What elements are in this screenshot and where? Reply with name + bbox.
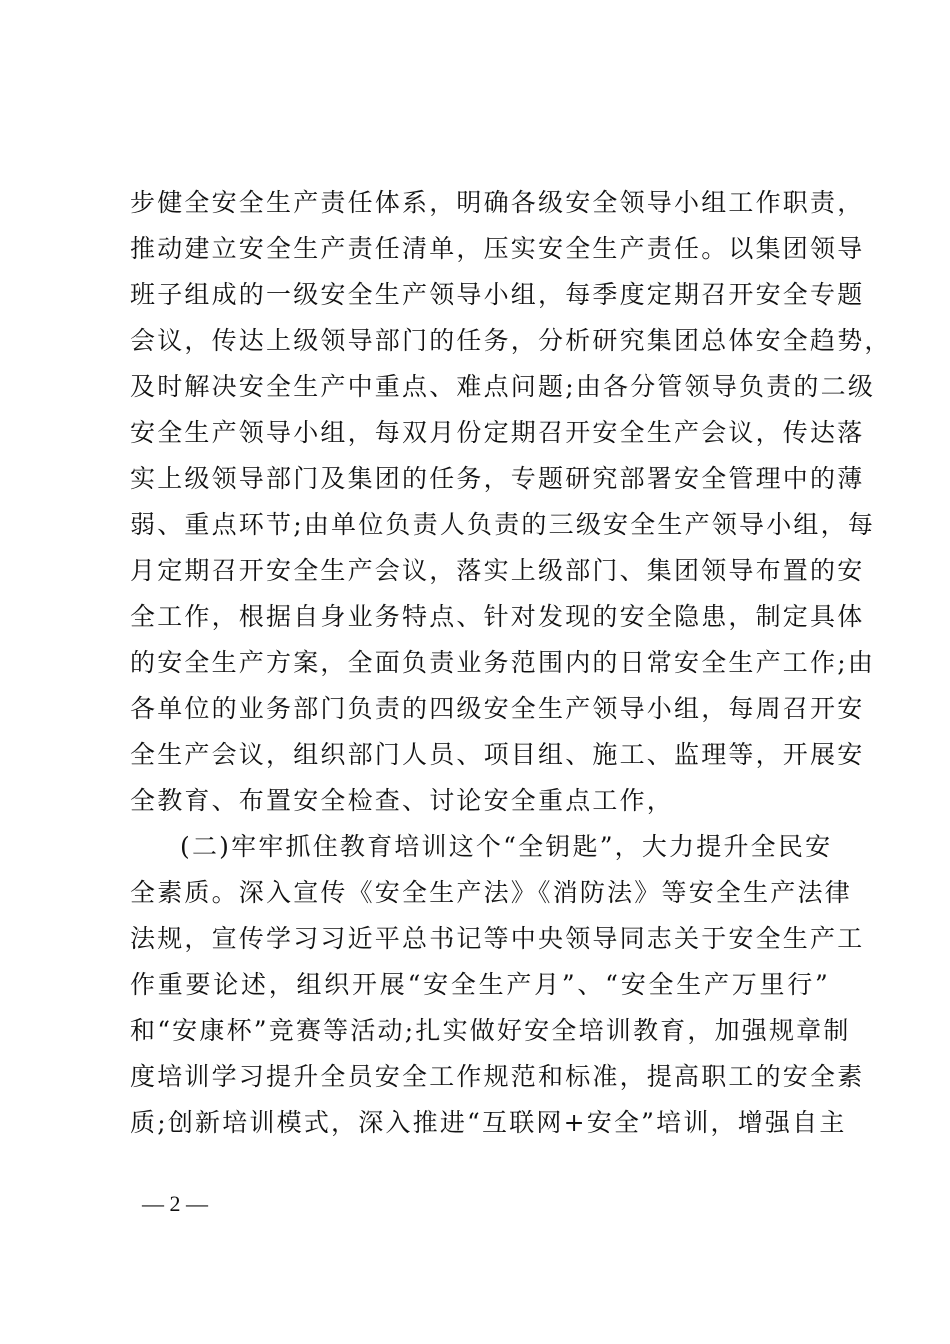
text-line: 的安全生产方案，全面负责业务范围内的日常安全生产工作;由 [130, 648, 876, 677]
text-line: 全生产会议，组织部门人员、项目组、施工、监理等，开展安 [130, 740, 865, 769]
text-line: 和“安康杯”竞赛等活动;扎实做好安全培训教育，加强规章制 [130, 1016, 851, 1045]
text-line: 步健全安全生产责任体系，明确各级安全领导小组工作职责， [130, 188, 865, 217]
text-line: 班子组成的一级安全生产领导小组，每季度定期召开安全专题 [130, 280, 865, 309]
text-line: 月定期召开安全生产会议，落实上级部门、集团领导布置的安 [130, 556, 865, 585]
text-line: 各单位的业务部门负责的四级安全生产领导小组，每周召开安 [130, 694, 865, 723]
text-line-paragraph-end: 全教育、布置安全检查、讨论安全重点工作， [130, 786, 675, 815]
text-line: 实上级领导部门及集团的任务，专题研究部署安全管理中的薄 [130, 464, 865, 493]
text-line: 及时解决安全生产中重点、难点问题;由各分管领导负责的二级 [130, 372, 876, 401]
page-number: — 2 — [142, 1191, 208, 1216]
body-text [130, 180, 892, 1146]
text-line: 会议，传达上级领导部门的任务，分析研究集团总体安全趋势， [130, 326, 892, 355]
text-line: 推动建立安全生产责任清单，压实安全生产责任。以集团领导 [130, 234, 865, 263]
text-line: 弱、重点环节;由单位负责人负责的三级安全生产领导小组，每 [130, 510, 876, 539]
text-line: 度培训学习提升全员安全工作规范和标准，提高职工的安全素 [130, 1062, 865, 1091]
text-line: 质;创新培训模式，深入推进“互联网+安全”培训，增强自主 [130, 1108, 847, 1137]
text-line: 全工作，根据自身业务特点、针对发现的安全隐患，制定具体 [130, 602, 865, 631]
section-heading-line: (二)牢牢抓住教育培训这个“全钥匙”，大力提升全民安 [180, 832, 833, 861]
text-line: 全素质。深入宣传《安全生产法》《消防法》等安全生产法律 [130, 878, 852, 907]
text-line: 安全生产领导小组，每双月份定期召开安全生产会议，传达落 [130, 418, 865, 447]
text-line: 作重要论述，组织开展“安全生产月”、“安全生产万里行” [130, 970, 830, 999]
text-line: 法规，宣传学习习近平总书记等中央领导同志关于安全生产工 [130, 924, 865, 953]
